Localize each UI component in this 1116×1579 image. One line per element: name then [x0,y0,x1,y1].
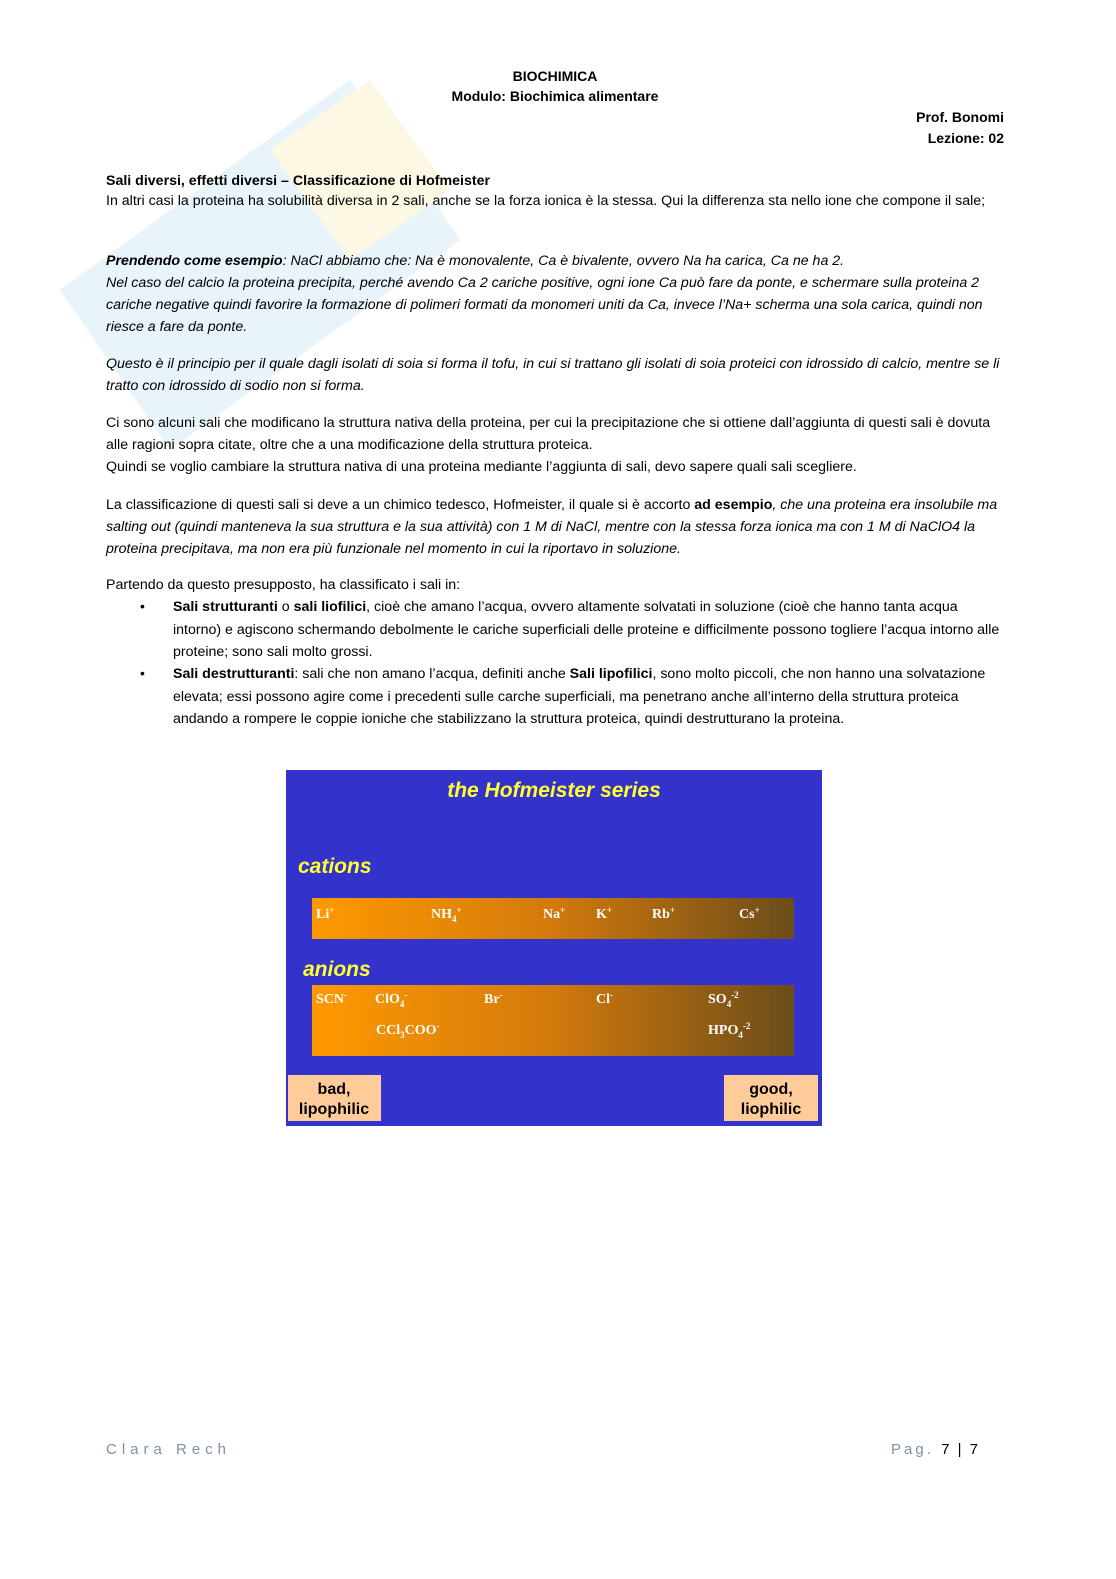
footer-author: Clara Rech [106,1441,232,1458]
cation-rb: Rb+ [652,905,676,922]
hofmeister-text-a: La classificazione di questi sali si deve a un chimico tedesco, Hofmeister, il quale si è accorto [106,497,695,513]
anion-hpo4: $HPO_4^{-2}$ [708,1021,751,1040]
intro-paragraph: In altri casi la proteina ha solubilità diversa in 2 sali, anche se la forza ionica è la stessa. Qui la differenza sta nello ione che compone il sale; [106,193,986,209]
bullet-bold: Sali destrutturanti [173,666,295,682]
cation-k: K+ [596,905,613,922]
cation-cs: Cs+ [739,905,760,922]
figure-title: the Hofmeister series [447,779,661,802]
bullet-item [173,663,1004,731]
bullet-dot: • [140,665,145,681]
anion-scn: SCN- [316,990,348,1007]
liophilic-label: liophilic [740,1101,802,1118]
footer-page [891,1441,980,1458]
bullet-text: : sali che non amano l’acqua, definiti anche [294,666,570,682]
bullet-item [173,596,1004,664]
example-lead: Prendendo come esempio [106,253,283,269]
cations-label: cations [298,855,372,878]
anion-so4: $SO_4^{-2}$ [708,990,739,1009]
hofmeister-text-c: , che una proteina era insolubile ma salting out (quindi manteneva la sua struttura e la sua attività) con 1 M di NaCl, mentre con la stessa forza ionica ma con 1 M di NaClO4 la proteina precipitava, ma non era più funzionale nel momento in cui la riportavo in soluzione. [106,497,998,557]
anion-br: Br- [484,990,503,1007]
good-label: good, [749,1081,793,1098]
page-label: Pag. [891,1441,934,1458]
hofmeister-paragraph [106,494,1004,560]
anion-clo4: ClO$_4$- [375,990,408,1009]
structure-text-2: Quindi se voglio cambiare la struttura nativa di una proteina mediante l’aggiunta di sali, devo sapere quali sali scegliere. [106,459,857,475]
example-paragraph [106,250,1004,338]
bullet-text: , sono molto piccoli, che non hanno una solvatazione elevata; essi possono agire come i precedenti sulle carche superficiali, ma penetrano anche all’interno della struttura proteica andando a rompere le coppie ioniche che stabilizzano la struttura proteica, quindi destrutturano la proteina. [173,666,986,727]
hofmeister-figure [286,770,822,1126]
lipophilic-label: lipophilic [298,1101,370,1118]
bullet-bold: sali liofilici [293,599,367,615]
cation-li: Li+ [316,905,335,922]
bad-label: bad, [317,1081,351,1098]
bullet-text: , cioè che amano l’acqua, ovvero altamente solvatati in soluzione (cioè che hanno tanta acqua intorno) e agiscono schermando debolmente le cariche superficiali delle proteine e difficilmente possono togliere l’acqua intorno alle proteine; sono sali molto grossi. [173,599,1000,660]
example-detail: Nel caso del calcio la proteina precipita, perché avendo Ca 2 cariche positive, ogni ione Ca può fare da ponte, e schermare sulla proteina 2 cariche negative quindi favorire la formazione di polimeri formati da monomeri uniti da Ca, invece l’Na+ scherma una sola carica, quindi non riesce a fare da ponte. [106,275,983,335]
lesson-number: Lezione: 02 [927,130,1004,146]
page-number: 7 | 7 [941,1441,980,1458]
figure-background [286,770,822,1126]
example-text: : NaCl abbiamo che: Na è monovalente, Ca è bivalente, ovvero Na ha carica, Ca ne ha 2. [282,253,845,269]
tofu-paragraph: Questo è il principio per il quale dagli isolati di soia si forma il tofu, in cui si trattano gli isolati di soia proteici con idrossido di calcio, mentre se li tratto con idrossido di sodio non si forma. [106,356,1000,394]
structure-paragraph [106,412,1004,478]
anion-cl: Cl- [596,990,613,1007]
doc-title: BIOCHIMICA [512,68,598,84]
professor-name: Prof. Bonomi [916,109,1004,125]
anion-ccl3coo: CCl$_3$COO- [376,1021,440,1040]
hofmeister-bold: ad esempio [694,497,773,513]
bullet-text: o [277,599,294,615]
classification-intro: Partendo da questo presupposto, ha classificato i sali in: [106,577,461,593]
structure-text-1: Ci sono alcuni sali che modificano la struttura nativa della proteina, per cui la precipitazione che si ottiene dall’aggiunta di questi sali è dovuta alle ragioni sopra citate, oltre che a una modificazione della struttura proteica. [106,415,991,453]
bullet-bold: Sali lipofilici [569,666,653,682]
module-name: Modulo: Biochimica alimentare [451,88,659,104]
bullet-bold: Sali strutturanti [173,599,278,615]
anions-label: anions [303,958,371,981]
section-title: Sali diversi, effetti diversi – Classificazione di Hofmeister [106,173,490,189]
cation-na: Na+ [543,905,566,922]
cation-nh4: $NH_4^+$ [431,905,462,924]
bullet-dot: • [140,598,145,614]
